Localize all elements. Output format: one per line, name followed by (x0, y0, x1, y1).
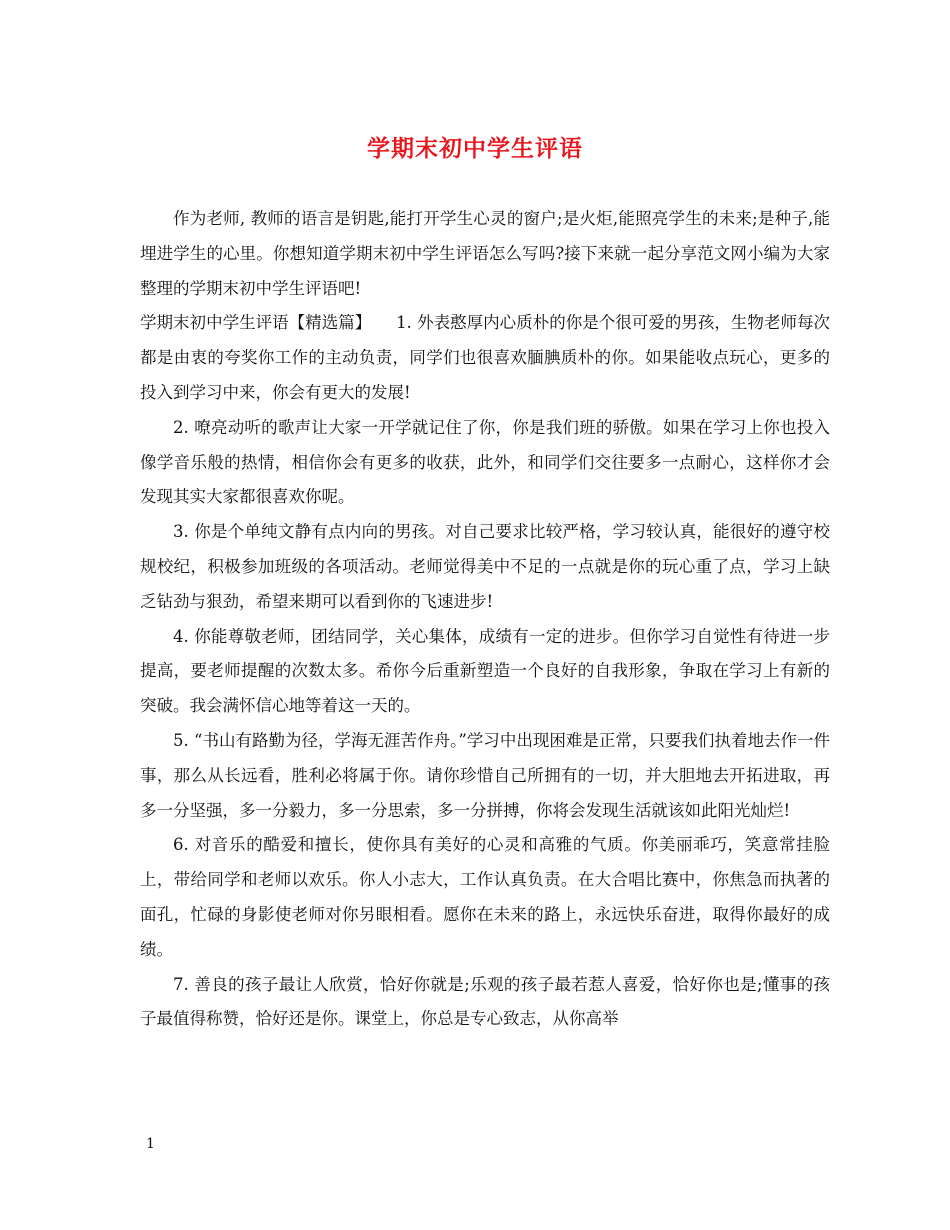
page-number: 1 (146, 1136, 155, 1152)
comment-item-4: 4. 你能尊敬老师，团结同学，关心集体，成绩有一定的进步。但你学习自觉性有待进一步提高，要老师提醒的次数太多。希你今后重新塑造一个良好的自我形象，争取在学习上有新的突破。我会满怀信心地等着这一天的。 (140, 626, 830, 716)
comment-item-2: 2. 嘹亮动听的歌声让大家一开学就记住了你，你是我们班的骄傲。如果在学习上你也投入像学音乐般的热情，相信你会有更多的收获，此外，和同学们交往要多一点耐心，这样你才会发现其实大家都很喜欢你呢。 (140, 417, 830, 507)
comment-item-7: 7. 善良的孩子最让人欣赏，恰好你就是;乐观的孩子最若惹人喜爱，恰好你也是;懂事的孩子最值得称赞，恰好还是你。课堂上，你总是专心致志，从你高举 (140, 974, 830, 1029)
comment-item-3: 3. 你是个单纯文静有点内向的男孩。对自己要求比较严格，学习较认真，能很好的遵守校规校纪，积极参加班级的各项活动。老师觉得美中不足的一点就是你的玩心重了点，学习上缺乏钻劲与狠劲，希望来期可以看到你的飞速进步! (140, 522, 830, 611)
intro-paragraph: 作为老师, 教师的语言是钥匙,能打开学生心灵的窗户;是火炬,能照亮学生的未来;是种子,能埋进学生的心里。你想知道学期末初中学生评语怎么写吗?接下来就一起分享范文网小编为大家整理的学期末初中学生评语吧! (140, 209, 830, 298)
section-heading: 学期末初中学生评语【精选篇】 (140, 313, 364, 333)
comment-item-5: 5. “书山有路勤为径，学海无涯苦作舟。”学习中出现困难是正常，只要我们执着地去作一件事，那么从长远看，胜利必将属于你。请你珍惜自己所拥有的一切，并大胆地去开拓进取，再多一分坚强，多一分毅力，多一分思索，多一分拼搏，你将会发现生活就该如此阳光灿烂! (140, 730, 830, 820)
document-body (140, 202, 830, 1037)
comment-item-6: 6. 对音乐的酷爱和擅长，使你具有美好的心灵和高雅的气质。你美丽乖巧，笑意常挂脸上，带给同学和老师以欢乐。你人小志大，工作认真负责。在大合唱比赛中，你焦急而执著的面孔，忙碌的身影使老师对你另眼相看。愿你在未来的路上，永远快乐奋进，取得你最好的成绩。 (140, 835, 830, 959)
document-title: 学期末初中学生评语 (367, 135, 583, 162)
comment-item-1: 1. 外表憨厚内心质朴的你是个很可爱的男孩，生物老师每次都是由衷的夸奖你工作的主动负责，同学们也很喜欢腼腆质朴的你。如果能收点玩心，更多的投入到学习中来，你会有更大的发展! (140, 313, 831, 402)
section-paragraph (140, 306, 830, 410)
